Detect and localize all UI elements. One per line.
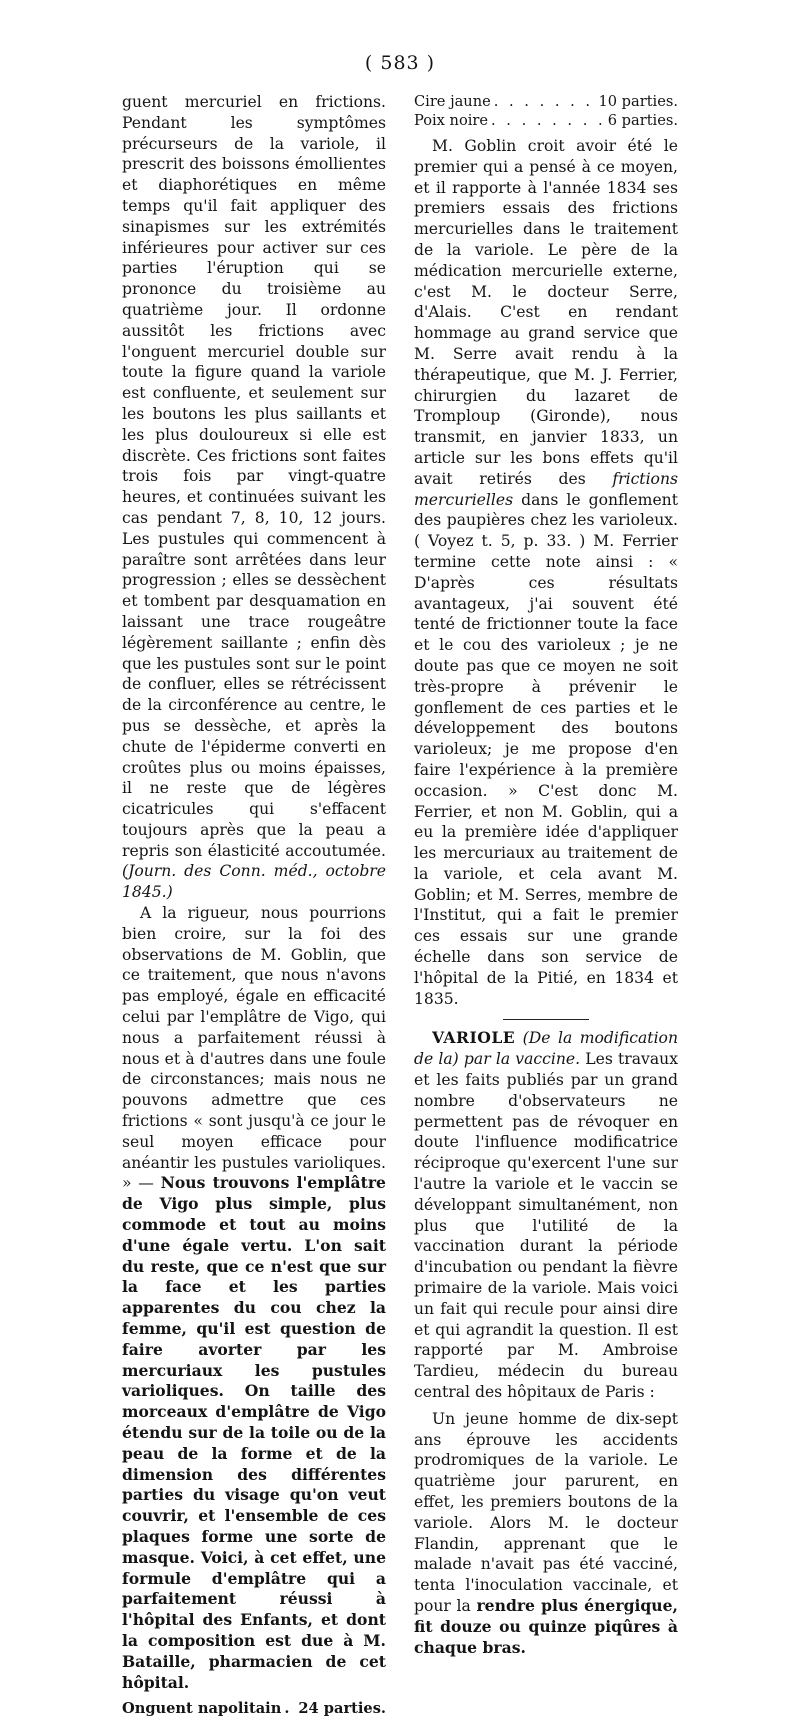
recipe-row-onguent — [122, 1699, 386, 1718]
right-paragraph-2: Les travaux et les faits publiés par un grand nombre d'observateurs ne permettent pas de révoquer en doute l'influence modificatrice réciproque qu'exercent l'une sur l'autre la variole et le vaccin se développant simultanément, non plus que l'utilité de la vaccination durant la période d'incubation ou pendant la fièvre primaire de la variole. Mais voici un fait qui recule pour ainsi dire et qui agrandit la question. Il est rapporté par M. Ambroise Tardieu, médecin du bureau central des hôpitaux de Paris : — [414, 1050, 678, 1402]
leader-dots — [488, 111, 608, 130]
left-paragraph-2-text: A la rigueur, nous pourrions bien croire, sur la foi des observations de M. Goblin, que ce traitement, que nous n'avons pas employé, égale en efficacité celui par l'emplâtre de Vigo, qui nous a parfaitement réussi à nous et à d'autres dans une foule de circonstances; mais nous ne pouvons admettre que ces frictions « sont jusqu'à ce jour le seul moyen efficace pour anéantir les pustules varioliques. » — — [122, 904, 386, 1193]
recipe-qty: 6 parties. — [607, 112, 678, 129]
right-paragraph-1-text: M. Goblin croit avoir été le premier qui a pensé à ce moyen, et il rapporte à l'année 1834 ses premiers essais des frictions mercurielles dans le traitement de la variole. Le père de la médication mercurielle externe, c'est M. le docteur Serre, d'Alais. C'est en rendant hommage au grand service que M. Serre avait rendu à la thérapeutique, que M. J. Ferrier, chirurgien du lazaret de Tromploup (Gironde), nous transmit, en janvier 1833, un article sur les bons effets qu'il avait retirés des — [414, 137, 678, 488]
recipe-row-poix — [414, 111, 678, 130]
right-paragraph-1 — [414, 136, 678, 1009]
left-paragraph-2 — [122, 903, 386, 1693]
leader-dots — [281, 1699, 298, 1718]
left-paragraph-1 — [122, 92, 386, 903]
left-paragraph-2-bold: Nous trouvons l'emplâtre de Vigo plus simple, plus commode et tout au moins d'une égale vertu. L'on sait du reste, que ce n'est que sur la face et les parties apparentes du cou chez la femme, qu'il est question de faire avorter par les mercuriaux les pustules varioliques. On taille des morceaux d'emplâtre de Vigo étendu sur de la toile ou de la peau de la forme et de la dimension des différentes parties du visage qu'on veut couvrir, et l'ensemble de ces plaques forme une sorte de masque. Voici, à cet effet, une formule d'emplâtre qui a parfaitement réussi à l'hôpital des Enfants, et dont la composition est due à M. Bataille, pharmacien de cet hôpital. — [122, 1173, 386, 1692]
recipe-name: Poix noire — [414, 112, 489, 129]
variole-section — [414, 1028, 678, 1402]
left-column — [122, 92, 386, 1718]
leader-dots — [491, 92, 599, 111]
right-paragraph-3 — [414, 1409, 678, 1659]
right-paragraph-1-end: dans le gonflement des paupières chez les varioleux. ( Voyez t. 5, p. 33. ) M. Ferrier termine cette note ainsi : « D'après ces résultats avantageux, j'ai souvent été tenté de frictionner toute la face et le cou des varioleux ; je ne doute pas que ce moyen ne soit très-propre à prévenir le gonflement de ces parties et le développement des boutons varioleux; je me propose d'en faire l'expérience à la première occasion. » C'est donc M. Ferrier, et non M. Goblin, qui a eu la première idée d'appliquer les mercuriaux au traitement de la variole, et cela avant M. Goblin; et M. Serres, membre de l'Institut, qui a fait le premier ces essais sur une grande échelle dans son service de l'hôpital de la Pitié, en 1834 et 1835. — [414, 490, 678, 1008]
recipe-name: Onguent napolitain — [122, 1700, 282, 1718]
section-heading: VARIOLE — [432, 1028, 516, 1048]
section-divider — [503, 1019, 589, 1020]
right-column — [414, 92, 678, 1658]
left-paragraph-1-text: guent mercuriel en frictions. Pendant les symptômes précurseurs de la variole, il prescrit des boissons émollientes et diaphorétiques en même temps qu'il fait appliquer des sinapismes sur les extrémités inférieures pour activer sur ces parties l'éruption qui se prononce du troisième au quatrième jour. Il ordonne aussitôt les frictions avec l'onguent mercuriel double sur toute la figure quand la variole est confluente, et seulement sur les boutons les plus saillants et les plus douloureux si elle est discrète. Ces frictions sont faites trois fois par vingt-quatre heures, et continuées suivant les cas pendant 7, 8, 10, 12 jours. Les pustules qui commencent à paraître sont arrêtées dans leur progression ; elles se dessèchent et tombent par desquamation en laissant une trace rougeâtre légèrement saillante ; enfin dès que les pustules sont sur le point de confluer, elles se rétrécissent de la circonférence au centre, le pus se dessèche, et après la chute de l'épiderme converti en croûtes plus ou moins épaisses, il ne reste que de légères cicatricules qui s'effacent toujours après que la peau a repris son élasticité accoutumée. — [122, 93, 386, 860]
journal-citation: (Journ. des Conn. méd., octobre 1845.) — [122, 862, 386, 902]
section-heading-italic: (De la modification de la) par la vaccine. — [414, 1029, 678, 1069]
right-paragraph-1-italic: frictions mercurielles — [414, 469, 678, 509]
recipe-name: Cire jaune — [414, 93, 491, 110]
page-number: ( 583 ) — [364, 52, 436, 74]
recipe-row-cire — [414, 92, 678, 111]
right-paragraph-3-text: Un jeune homme de dix-sept ans éprouve les accidents prodromiques de la variole. Le quatrième jour parurent, en effet, les premiers boutons de la variole. Alors M. le docteur Flandin, apprenant que le malade n'avait pas été vacciné, tenta l'inoculation vaccinale, et pour la — [414, 1409, 678, 1615]
recipe-qty: 10 parties. — [598, 93, 678, 110]
right-paragraph-3-bold: rendre plus énergique, fit douze ou quinze piqûres à chaque bras. — [414, 1595, 678, 1657]
recipe-qty: 24 parties. — [298, 1700, 386, 1718]
